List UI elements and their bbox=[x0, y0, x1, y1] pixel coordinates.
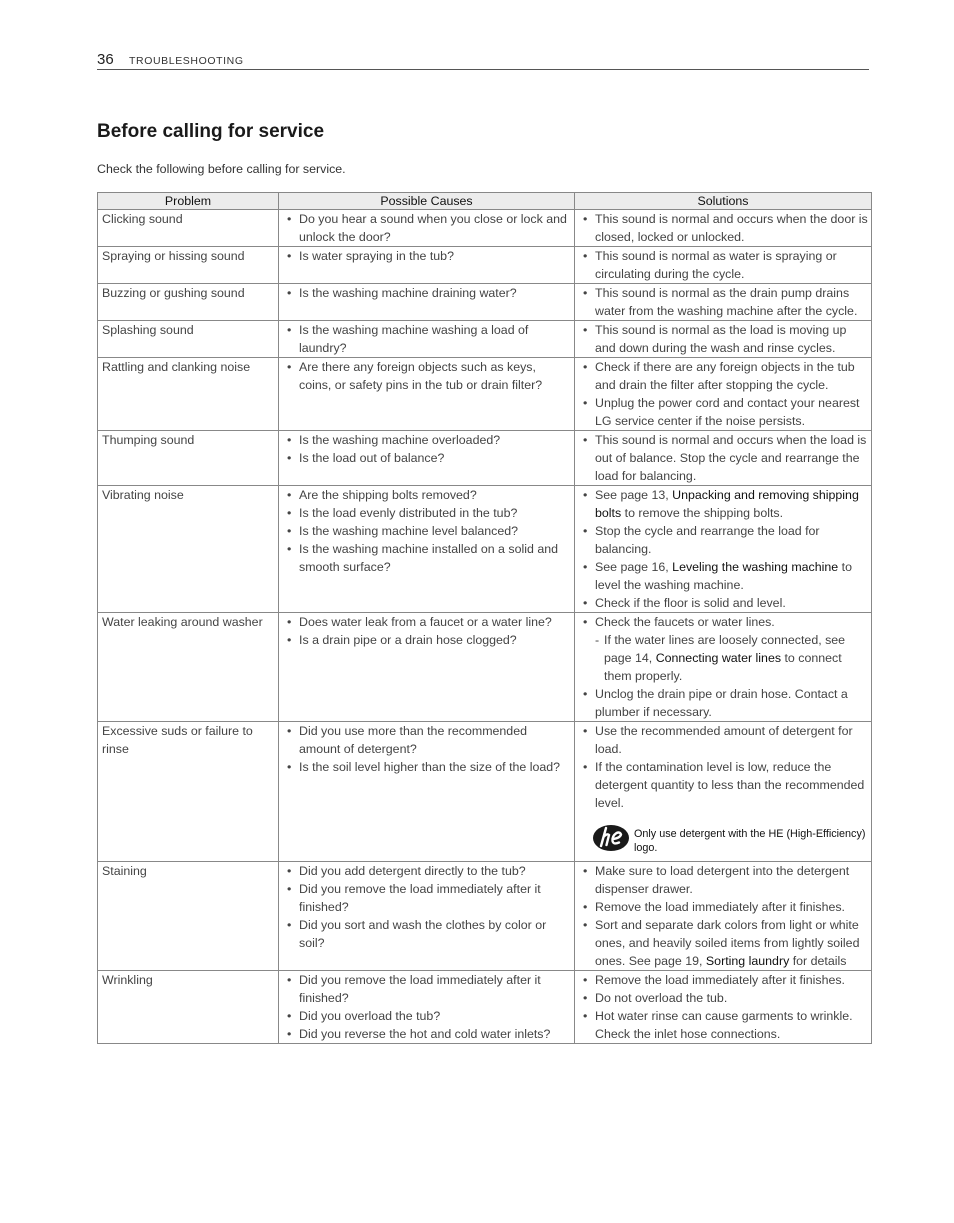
problem-cell: Splashing sound bbox=[98, 321, 279, 358]
solutions-list bbox=[579, 431, 868, 485]
causes-cell bbox=[279, 862, 575, 971]
causes-cell bbox=[279, 722, 575, 862]
intro-text: Check the following before calling for service. bbox=[97, 162, 346, 176]
solutions-list bbox=[579, 722, 868, 812]
solution-item: • Check if there are any foreign objects in the tub and drain the filter after stopping the cycle. bbox=[579, 358, 868, 394]
solution-item: • Hot water rinse can cause garments to wrinkle. Check the inlet hose connections. bbox=[579, 1007, 868, 1043]
cause-item: • Is the washing machine draining water? bbox=[283, 284, 571, 302]
cause-item: • Are the shipping bolts removed? bbox=[283, 486, 571, 504]
he-note bbox=[592, 824, 868, 855]
causes-list bbox=[283, 613, 571, 649]
solution-item bbox=[579, 916, 868, 970]
solutions-cell bbox=[575, 971, 872, 1044]
page-title: Before calling for service bbox=[97, 121, 325, 142]
cause-item: • Is the washing machine washing a load of laundry? bbox=[283, 321, 571, 357]
causes-list bbox=[283, 971, 571, 1043]
table-body bbox=[98, 210, 872, 1044]
page-reference: Sorting laundry bbox=[705, 954, 790, 968]
solution-item: • Do not overload the tub. bbox=[579, 989, 868, 1007]
solution-item: • If the contamination level is low, reduce the detergent quantity to less than the recommended level. bbox=[579, 758, 868, 812]
table-row bbox=[98, 247, 872, 284]
solutions-cell bbox=[575, 247, 872, 284]
causes-list bbox=[283, 431, 571, 467]
solution-item: • This sound is normal and occurs when the load is out of balance. Stop the cycle and rearrange the load for balancing. bbox=[579, 431, 868, 485]
causes-list bbox=[283, 247, 571, 265]
cause-item: • Is the load out of balance? bbox=[283, 449, 571, 467]
text-segment: If the water lines are loosely connected, see page 14, bbox=[604, 633, 846, 665]
cause-item: • Does water leak from a faucet or a water line? bbox=[283, 613, 571, 631]
solution-item: • This sound is normal and occurs when the door is closed, locked or unlocked. bbox=[579, 210, 868, 246]
text-segment: Check the faucets or water lines. bbox=[595, 615, 775, 629]
column-header-problem: Problem bbox=[98, 193, 279, 210]
causes-list bbox=[283, 358, 571, 394]
causes-list bbox=[283, 284, 571, 302]
causes-cell bbox=[279, 431, 575, 486]
table-row bbox=[98, 862, 872, 971]
solutions-cell bbox=[575, 284, 872, 321]
cause-item: • Did you remove the load immediately after it finished? bbox=[283, 971, 571, 1007]
solutions-cell bbox=[575, 486, 872, 613]
solution-item: • Stop the cycle and rearrange the load for balancing. bbox=[579, 522, 868, 558]
text-segment: Sort and separate dark colors from light or white ones, and heavily soiled items from lightly soiled ones. See page 19, bbox=[595, 918, 860, 968]
sub-item bbox=[595, 631, 868, 685]
cause-item: • Are there any foreign objects such as keys, coins, or safety pins in the tub or drain filter? bbox=[283, 358, 571, 394]
solution-item: • This sound is normal as the load is moving up and down during the wash and rinse cycles. bbox=[579, 321, 868, 357]
solution-item: • Remove the load immediately after it finishes. bbox=[579, 971, 868, 989]
cause-item: • Did you add detergent directly to the tub? bbox=[283, 862, 571, 880]
causes-cell bbox=[279, 613, 575, 722]
table-row bbox=[98, 486, 872, 613]
problem-cell: Vibrating noise bbox=[98, 486, 279, 613]
causes-list bbox=[283, 210, 571, 246]
table-row bbox=[98, 284, 872, 321]
cause-item: • Did you sort and wash the clothes by color or soil? bbox=[283, 916, 571, 952]
cause-item: • Do you hear a sound when you close or lock and unlock the door? bbox=[283, 210, 571, 246]
solutions-list bbox=[579, 358, 868, 430]
text-segment: for details bbox=[789, 954, 847, 968]
problem-cell: Clicking sound bbox=[98, 210, 279, 247]
cause-item: • Is the washing machine level balanced? bbox=[283, 522, 571, 540]
text-segment: to remove the shipping bolts. bbox=[621, 506, 784, 520]
causes-cell bbox=[279, 247, 575, 284]
table-row bbox=[98, 358, 872, 431]
causes-cell bbox=[279, 321, 575, 358]
table-row bbox=[98, 210, 872, 247]
solution-item: • Unclog the drain pipe or drain hose. Contact a plumber if necessary. bbox=[579, 685, 868, 721]
column-header-solutions: Solutions bbox=[575, 193, 872, 210]
solutions-cell bbox=[575, 210, 872, 247]
problem-cell: Buzzing or gushing sound bbox=[98, 284, 279, 321]
cause-item: • Is the load evenly distributed in the tub? bbox=[283, 504, 571, 522]
cause-item: • Did you overload the tub? bbox=[283, 1007, 571, 1025]
he-note-text: Only use detergent with the HE (High-Efficiency) logo. bbox=[634, 828, 866, 854]
causes-list bbox=[283, 321, 571, 357]
cause-item: • Did you remove the load immediately after it finished? bbox=[283, 880, 571, 916]
solutions-list bbox=[579, 971, 868, 1043]
solutions-list bbox=[579, 321, 868, 357]
solutions-cell bbox=[575, 722, 872, 862]
table-row bbox=[98, 613, 872, 722]
cause-item: • Is the soil level higher than the size of the load? bbox=[283, 758, 571, 776]
table-row bbox=[98, 722, 872, 862]
solution-item: • This sound is normal as water is spraying or circulating during the cycle. bbox=[579, 247, 868, 283]
causes-cell bbox=[279, 971, 575, 1044]
text-segment: See page 13, bbox=[595, 488, 673, 502]
problem-cell: Spraying or hissing sound bbox=[98, 247, 279, 284]
problem-cell: Wrinkling bbox=[98, 971, 279, 1044]
solutions-cell bbox=[575, 321, 872, 358]
problem-cell: Rattling and clanking noise bbox=[98, 358, 279, 431]
solutions-list bbox=[579, 284, 868, 320]
solutions-list bbox=[579, 247, 868, 283]
table-row bbox=[98, 321, 872, 358]
solutions-list bbox=[579, 862, 868, 970]
page-number: 36 bbox=[97, 51, 114, 68]
causes-cell bbox=[279, 486, 575, 613]
text-segment: to level the washing machine. bbox=[595, 560, 852, 592]
solutions-list bbox=[579, 486, 868, 612]
causes-list bbox=[283, 862, 571, 952]
causes-cell bbox=[279, 210, 575, 247]
solution-item: • This sound is normal as the drain pump drains water from the washing machine after the cycle. bbox=[579, 284, 868, 320]
cause-item: • Is a drain pipe or a drain hose clogged? bbox=[283, 631, 571, 649]
solution-item: • Remove the load immediately after it finishes. bbox=[579, 898, 868, 916]
cause-item: • Did you reverse the hot and cold water inlets? bbox=[283, 1025, 571, 1043]
solution-item bbox=[579, 613, 868, 685]
cause-item: • Is water spraying in the tub? bbox=[283, 247, 571, 265]
text-segment: See page 16, bbox=[595, 560, 673, 574]
solutions-cell bbox=[575, 862, 872, 971]
text-segment: to connect them properly. bbox=[604, 651, 842, 683]
cause-item: • Did you use more than the recommended amount of detergent? bbox=[283, 722, 571, 758]
cause-item: • Is the washing machine installed on a solid and smooth surface? bbox=[283, 540, 571, 576]
solution-item: • Unplug the power cord and contact your nearest LG service center if the noise persists. bbox=[579, 394, 868, 430]
page-header bbox=[97, 50, 869, 70]
solutions-cell bbox=[575, 613, 872, 722]
column-header-causes: Possible Causes bbox=[279, 193, 575, 210]
problem-cell: Staining bbox=[98, 862, 279, 971]
problem-cell: Excessive suds or failure to rinse bbox=[98, 722, 279, 862]
solution-item: • Make sure to load detergent into the detergent dispenser drawer. bbox=[579, 862, 868, 898]
solutions-list bbox=[579, 210, 868, 246]
solution-item bbox=[579, 486, 868, 522]
table-header-row bbox=[98, 193, 872, 210]
page-reference: Connecting water lines bbox=[655, 651, 782, 665]
solutions-list bbox=[579, 613, 868, 721]
problem-cell: Water leaking around washer bbox=[98, 613, 279, 722]
table-row bbox=[98, 431, 872, 486]
page-reference: Unpacking and removing shipping bolts bbox=[595, 488, 859, 520]
causes-cell bbox=[279, 358, 575, 431]
he-logo-icon bbox=[592, 824, 630, 852]
solutions-cell bbox=[575, 358, 872, 431]
problem-cell: Thumping sound bbox=[98, 431, 279, 486]
page-reference: Leveling the washing machine bbox=[672, 560, 839, 574]
sub-list bbox=[595, 631, 868, 685]
solution-item bbox=[579, 558, 868, 594]
causes-cell bbox=[279, 284, 575, 321]
solution-item: • Use the recommended amount of detergent for load. bbox=[579, 722, 868, 758]
solution-item: • Check if the floor is solid and level. bbox=[579, 594, 868, 612]
cause-item: • Is the washing machine overloaded? bbox=[283, 431, 571, 449]
table-row bbox=[98, 971, 872, 1044]
section-name: TROUBLESHOOTING bbox=[129, 55, 244, 67]
causes-list bbox=[283, 486, 571, 576]
troubleshooting-table bbox=[97, 192, 872, 1044]
causes-list bbox=[283, 722, 571, 776]
solutions-cell bbox=[575, 431, 872, 486]
